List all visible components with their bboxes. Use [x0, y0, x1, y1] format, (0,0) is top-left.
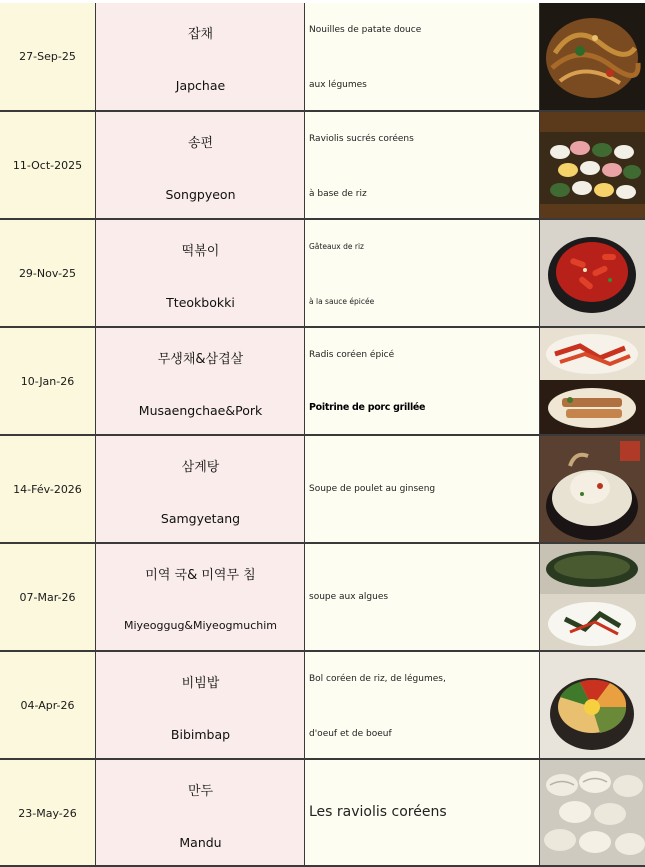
romanized-name: Miyeoggug&Miyeogmuchim [123, 619, 278, 632]
table-row [0, 328, 645, 435]
description-cell [305, 3, 540, 110]
romanized-name: Tteokbokki [166, 295, 235, 310]
dish-photo [540, 328, 645, 435]
description-cell [305, 436, 540, 543]
romanized-name: Samgyetang [160, 511, 241, 526]
date-cell [0, 112, 96, 219]
dish-name-cell [96, 112, 305, 219]
dish-photo [540, 760, 645, 867]
romanized-name: Bibimbap [170, 727, 231, 742]
date-cell [0, 652, 96, 759]
table-row [0, 652, 645, 759]
korean-name: 떡볶이 [181, 244, 220, 259]
date-cell [0, 3, 96, 110]
description-line-2: à la sauce épicée [309, 297, 375, 306]
date-text: 04-Apr-26 [20, 699, 75, 712]
korean-name: 송편 [187, 136, 214, 151]
romanized-name: Songpyeon [165, 187, 236, 202]
dish-name-cell [96, 3, 305, 110]
description-line-2: à base de riz [309, 189, 367, 199]
dish-photo [540, 112, 645, 219]
date-text: 23-May-26 [18, 807, 77, 820]
description-cell [305, 112, 540, 219]
date-text: 11-Oct-2025 [12, 159, 83, 172]
korean-name: 무생채&삼겹살 [157, 352, 244, 367]
table-row [0, 760, 645, 867]
table-row [0, 436, 645, 543]
description-line-1: Gâteaux de riz [309, 242, 364, 251]
description-cell [305, 220, 540, 327]
description-line-1: Soupe de poulet au ginseng [309, 484, 436, 494]
date-cell [0, 328, 96, 435]
date-text: 10-Jan-26 [20, 375, 75, 388]
date-text: 27-Sep-25 [19, 50, 76, 63]
date-cell [0, 760, 96, 867]
dish-name-cell [96, 760, 305, 867]
description-line-2: d'oeuf et de boeuf [309, 729, 392, 739]
description-line-2: aux légumes [309, 80, 367, 90]
romanized-name: Japchae [175, 78, 226, 93]
dish-name-cell [96, 436, 305, 543]
date-cell [0, 220, 96, 327]
dish-name-cell [96, 652, 305, 759]
description-line-1: Radis coréen épicé [309, 350, 395, 360]
dish-name-cell [96, 328, 305, 435]
korean-name: 삼계탕 [181, 460, 220, 475]
description-cell [305, 328, 540, 435]
description-line-1: soupe aux algues [309, 592, 389, 602]
date-text: 14-Fév-2026 [13, 483, 82, 496]
dish-photo [540, 3, 645, 110]
table-row [0, 220, 645, 327]
description-line-2: Poitrine de porc grillée [309, 402, 426, 413]
dish-photo [540, 436, 645, 543]
table-row [0, 3, 645, 110]
description-cell [305, 652, 540, 759]
romanized-name: Mandu [179, 835, 222, 850]
dish-name-cell [96, 220, 305, 327]
dish-name-cell [96, 544, 305, 651]
date-cell [0, 436, 96, 543]
dish-photo [540, 652, 645, 759]
date-text: 29-Nov-25 [18, 267, 77, 280]
table-row [0, 544, 645, 651]
korean-name: 미역 국& 미역무 침 [145, 568, 256, 583]
table-row [0, 112, 645, 219]
description-line-1: Bol coréen de riz, de légumes, [309, 674, 446, 684]
romanized-name: Musaengchae&Pork [138, 403, 263, 418]
description-line-1: Raviolis sucrés coréens [309, 134, 414, 144]
dish-photo [540, 544, 645, 651]
description-line-1: Les raviolis coréens [309, 804, 447, 820]
date-text: 07-Mar-26 [19, 591, 76, 604]
dish-photo [540, 220, 645, 327]
description-cell [305, 544, 540, 651]
korean-name: 잡채 [187, 27, 214, 42]
description-line-1: Nouilles de patate douce [309, 25, 422, 35]
korean-name: 만두 [187, 784, 214, 799]
description-cell [305, 760, 540, 867]
korean-name: 비빔밥 [181, 676, 220, 691]
date-cell [0, 544, 96, 651]
